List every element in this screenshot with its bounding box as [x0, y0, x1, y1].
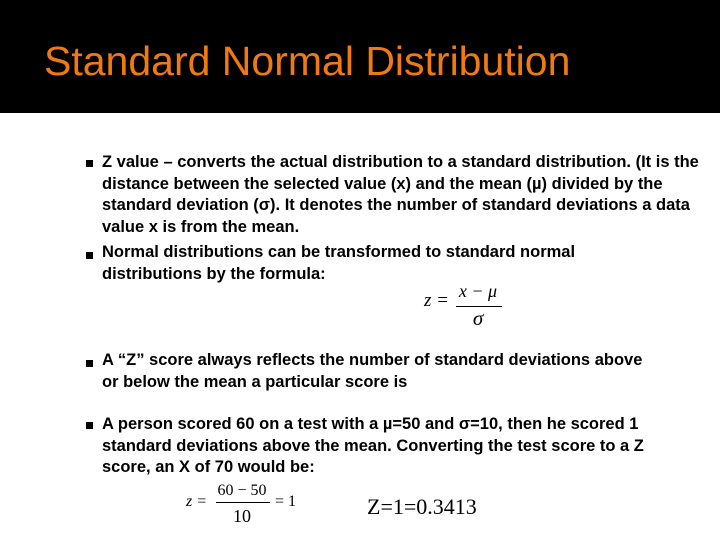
title-bar [0, 0, 720, 113]
bullet-text: Normal distributions can be transformed to standard normal distributions by the formula: [102, 243, 576, 283]
result-text: Z=1=0.3413 [367, 494, 477, 519]
formula-lhs: z = [186, 493, 208, 510]
formula-denominator: σ [472, 306, 484, 330]
bullet-marker [86, 252, 93, 259]
bullet-marker [86, 422, 93, 429]
formula-rhs: = 1 [275, 493, 297, 510]
slide-title: Standard Normal Distribution [44, 38, 571, 84]
formula-numerator: 60 − 50 [217, 482, 267, 499]
bullet-text: A “Z” score always reflects the number of standard deviations above or below the mean a particular score is [102, 351, 643, 391]
bullet-text: Z value – converts the actual distribution to a standard distribution. (It is the distance between the selected value (x) and the mean (µ) divided by the standard deviation (σ). It denotes the number of standard deviations a data value x is from the mean. [102, 153, 699, 237]
fraction-bar [216, 502, 270, 503]
bullet-marker [86, 360, 93, 367]
formula-denominator: 10 [233, 506, 251, 526]
formula-lhs: z = [424, 290, 449, 311]
bullet-marker [86, 160, 93, 167]
bullet-text: A person scored 60 on a test with a µ=50 and σ=10, then he scored 1 standard deviations above the mean. Converting the test score to a Z score, an X of 70 would be: [102, 415, 644, 477]
formula-numerator: x − μ [458, 281, 498, 301]
